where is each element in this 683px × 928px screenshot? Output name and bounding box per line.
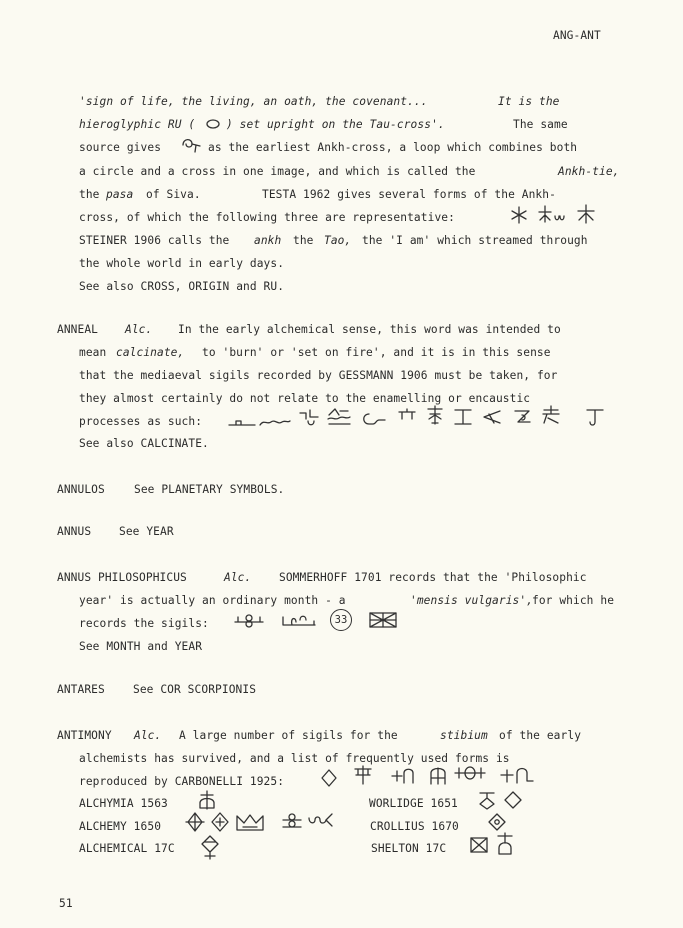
alchemy-sigil-1-icon (184, 812, 206, 832)
alchemy-sigil-2-icon (209, 812, 231, 832)
running-head: ANG-ANT (553, 29, 601, 42)
ankh-text: ankh (254, 234, 282, 247)
source-name: SHELTON 17C (371, 842, 447, 855)
ankh-text: 'sign of life, the living, an oath, the covenant... (79, 95, 428, 108)
calcination-sigil-2-icon (259, 410, 291, 430)
ankh-form-3-icon (575, 204, 597, 224)
ankh-text: Tao, (324, 234, 352, 247)
entry-text: alchemists has survived, and a list of frequently used forms is (79, 752, 510, 765)
calcination-sigil-10-icon (512, 407, 534, 427)
entry-see: See PLANETARY SYMBOLS. (134, 483, 285, 496)
crollius-sigil-icon (486, 812, 508, 832)
alchemical-sigil-icon (199, 834, 221, 860)
source-name: ALCHEMY 1650 (79, 820, 162, 833)
entry-text: that the mediaeval sigils recorded by GESSMANN 1906 must be taken, for (79, 369, 558, 382)
page-number: 51 (59, 897, 73, 910)
entry-text: of the early (499, 729, 582, 742)
ankh-see-also: See also CROSS, ORIGIN and RU. (79, 280, 285, 293)
ankh-text: cross, of which the following three are representative: (79, 211, 455, 224)
antimony-sigil-5-icon (454, 764, 486, 784)
ankh-text: the (79, 188, 100, 201)
calcination-sigil-12-icon (584, 406, 606, 426)
entry-text: processes as such: (79, 415, 203, 428)
entry-text: for which he (532, 594, 615, 607)
month-sigil-1-icon (234, 611, 264, 631)
entry-text: mean (79, 346, 107, 359)
anneal-see-also: See also CALCINATE. (79, 437, 209, 450)
antimony-sigil-6-icon (500, 766, 534, 786)
calcination-sigil-8-icon (452, 407, 474, 427)
ankh-form-2-icon (536, 204, 566, 224)
ankh-text: pasa (106, 188, 134, 201)
entry-tag: Alc. (125, 323, 153, 336)
calcination-sigil-3-icon (298, 407, 320, 427)
entry-text: records the sigils: (79, 617, 209, 630)
alchymia-sigil-icon (196, 790, 218, 810)
entry-term: ANNULOS (57, 483, 105, 496)
calcination-sigil-4-icon (326, 407, 352, 427)
entry-term: ANTIMONY (57, 729, 112, 742)
entry-term: ANNEAL (57, 323, 99, 336)
ankh-text: a circle and a cross in one image, and which is called the (79, 165, 476, 178)
ankh-text: as the earliest Ankh-cross, a loop which combines both (208, 141, 578, 154)
worlidge-sigil-1-icon (476, 790, 498, 810)
calcination-sigil-9-icon (480, 407, 502, 427)
antimony-sigil-2-icon (352, 765, 374, 785)
ankh-text: TESTA 1962 gives several forms of the Ankh- (262, 188, 556, 201)
worlidge-sigil-2-icon (502, 790, 524, 810)
annus-phil-see-also: See MONTH and YEAR (79, 640, 203, 653)
calcination-sigil-6-icon (396, 407, 418, 427)
entry-term: ANNUS (57, 525, 92, 538)
month-sigil-box-icon (368, 610, 398, 630)
circle-glyph-icon (206, 116, 220, 130)
ankh-text: hieroglyphic RU ( (79, 118, 196, 131)
calcination-sigil-5-icon (360, 409, 386, 429)
ankh-text: of Siva. (146, 188, 201, 201)
shelton-sigil-1-icon (469, 835, 489, 855)
alchemy-sigil-5-icon (306, 810, 334, 830)
ankh-loop-icon (180, 135, 202, 155)
ankh-text: ) set upright on the Tau-cross'. (226, 118, 445, 131)
calcination-sigil-1-icon (228, 410, 256, 430)
source-name: CROLLIUS 1670 (370, 820, 459, 833)
entry-text: calcinate, (116, 346, 185, 359)
antimony-sigil-4-icon (427, 766, 449, 786)
ankh-text: the (293, 234, 314, 247)
calcination-sigil-7-icon (424, 405, 446, 425)
circled-number: 33 (330, 609, 352, 631)
source-name: ALCHYMIA 1563 (79, 797, 168, 810)
entry-tag: Alc. (224, 571, 252, 584)
ankh-form-1-icon (508, 205, 530, 225)
source-name: WORLIDGE 1651 (369, 797, 458, 810)
entry-text: 'mensis vulgaris', (410, 594, 534, 607)
source-name: ALCHEMICAL 17C (79, 842, 175, 855)
ankh-text: The same (513, 118, 568, 131)
entry-text: reproduced by CARBONELLI 1925: (79, 775, 285, 788)
entry-see: See YEAR (119, 525, 174, 538)
entry-text: SOMMERHOFF 1701 records that the 'Philosophic (279, 571, 587, 584)
entry-text: to 'burn' or 'set on fire', and it is in this sense (202, 346, 551, 359)
alchemy-sigil-3-icon (235, 812, 265, 832)
antimony-diamond-icon (320, 768, 338, 788)
alchemy-sigil-4-icon (281, 812, 303, 832)
ankh-text: It is the (498, 95, 560, 108)
month-sigil-2-icon (282, 611, 316, 631)
entry-term: ANTARES (57, 683, 105, 696)
entry-text: stibium (440, 729, 488, 742)
ankh-text: STEINER 1906 calls the (79, 234, 230, 247)
shelton-sigil-2-icon (494, 832, 516, 856)
calcination-sigil-11-icon (540, 405, 562, 425)
entry-see: See COR SCORPIONIS (133, 683, 257, 696)
ankh-text: source gives (79, 141, 162, 154)
entry-tag: Alc. (134, 729, 162, 742)
entry-text: A large number of sigils for the (179, 729, 398, 742)
ankh-text: the 'I am' which streamed through (362, 234, 588, 247)
ankh-text: the whole world in early days. (79, 257, 285, 270)
entry-text: In the early alchemical sense, this word was intended to (178, 323, 561, 336)
antimony-sigil-3-icon (391, 766, 417, 786)
entry-text: they almost certainly do not relate to the enamelling or encaustic (79, 392, 531, 405)
ankh-text: Ankh-tie, (558, 165, 620, 178)
entry-term: ANNUS PHILOSOPHICUS (57, 571, 187, 584)
entry-text: year' is actually an ordinary month - a (79, 594, 346, 607)
